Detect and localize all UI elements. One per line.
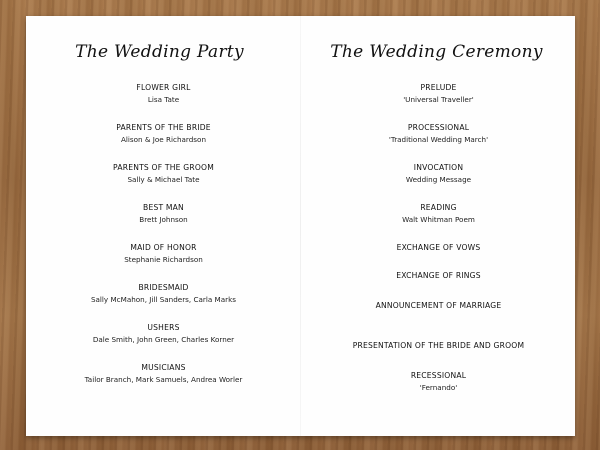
entry-detail: Brett Johnson: [139, 215, 188, 224]
party-entry: [26, 122, 301, 145]
entry-detail: 'Universal Traveller': [403, 95, 474, 104]
entry-heading: PRESENTATION OF THE BRIDE AND GROOM: [352, 341, 525, 350]
party-entry: [26, 362, 301, 385]
entry-heading: FLOWER GIRL: [136, 83, 191, 92]
entry-heading: MUSICIANS: [141, 363, 186, 372]
entry-heading: INVOCATION: [413, 163, 464, 172]
wedding-party-title: The Wedding Party: [75, 42, 244, 62]
party-entry: [26, 202, 301, 225]
party-entry: [26, 82, 301, 105]
entry-detail: Stephanie Richardson: [124, 255, 203, 264]
entry-heading: PROCESSIONAL: [407, 123, 470, 132]
party-entry: [26, 162, 301, 185]
ceremony-entry: [301, 370, 576, 393]
entry-detail: Dale Smith, John Green, Charles Korner: [92, 335, 235, 344]
program-sheet: [26, 16, 575, 436]
ceremony-entry: [301, 270, 576, 281]
entry-detail: Sally & Michael Tate: [127, 175, 200, 184]
entry-heading: RECESSIONAL: [410, 371, 467, 380]
entry-detail: Lisa Tate: [147, 95, 180, 104]
entry-heading: PARENTS OF THE GROOM: [113, 163, 214, 172]
entry-detail: Alison & Joe Richardson: [121, 135, 206, 144]
entry-detail: 'Traditional Wedding March': [388, 135, 489, 144]
entry-heading: EXCHANGE OF RINGS: [396, 271, 481, 280]
entry-detail: Wedding Message: [405, 175, 472, 184]
entry-heading: BEST MAN: [143, 203, 184, 212]
party-entry: [26, 322, 301, 345]
ceremony-entry: [301, 162, 576, 185]
ceremony-entry: [301, 202, 576, 225]
party-entry: [26, 282, 301, 305]
entry-heading: ANNOUNCEMENT OF MARRIAGE: [375, 301, 502, 310]
ceremony-entry: [301, 82, 576, 105]
entry-heading: PARENTS OF THE BRIDE: [116, 123, 211, 132]
ceremony-entry: [301, 242, 576, 253]
entry-heading: READING: [420, 203, 457, 212]
ceremony-entry: [301, 300, 576, 311]
entry-heading: MAID OF HONOR: [130, 243, 197, 252]
entry-detail: Tailor Branch, Mark Samuels, Andrea Worler: [84, 375, 243, 384]
entry-heading: EXCHANGE OF VOWS: [396, 243, 481, 252]
entry-heading: USHERS: [147, 323, 180, 332]
entry-heading: PRELUDE: [420, 83, 457, 92]
entry-detail: 'Fernando': [419, 383, 458, 392]
entry-detail: Walt Whitman Poem: [402, 215, 475, 224]
wedding-ceremony-title: The Wedding Ceremony: [330, 42, 543, 62]
entry-detail: Sally McMahon, Jill Sanders, Carla Marks: [90, 295, 237, 304]
entry-heading: BRIDESMAID: [138, 283, 189, 292]
party-entry: [26, 242, 301, 265]
ceremony-entry: [301, 122, 576, 145]
ceremony-entry: [301, 340, 576, 351]
